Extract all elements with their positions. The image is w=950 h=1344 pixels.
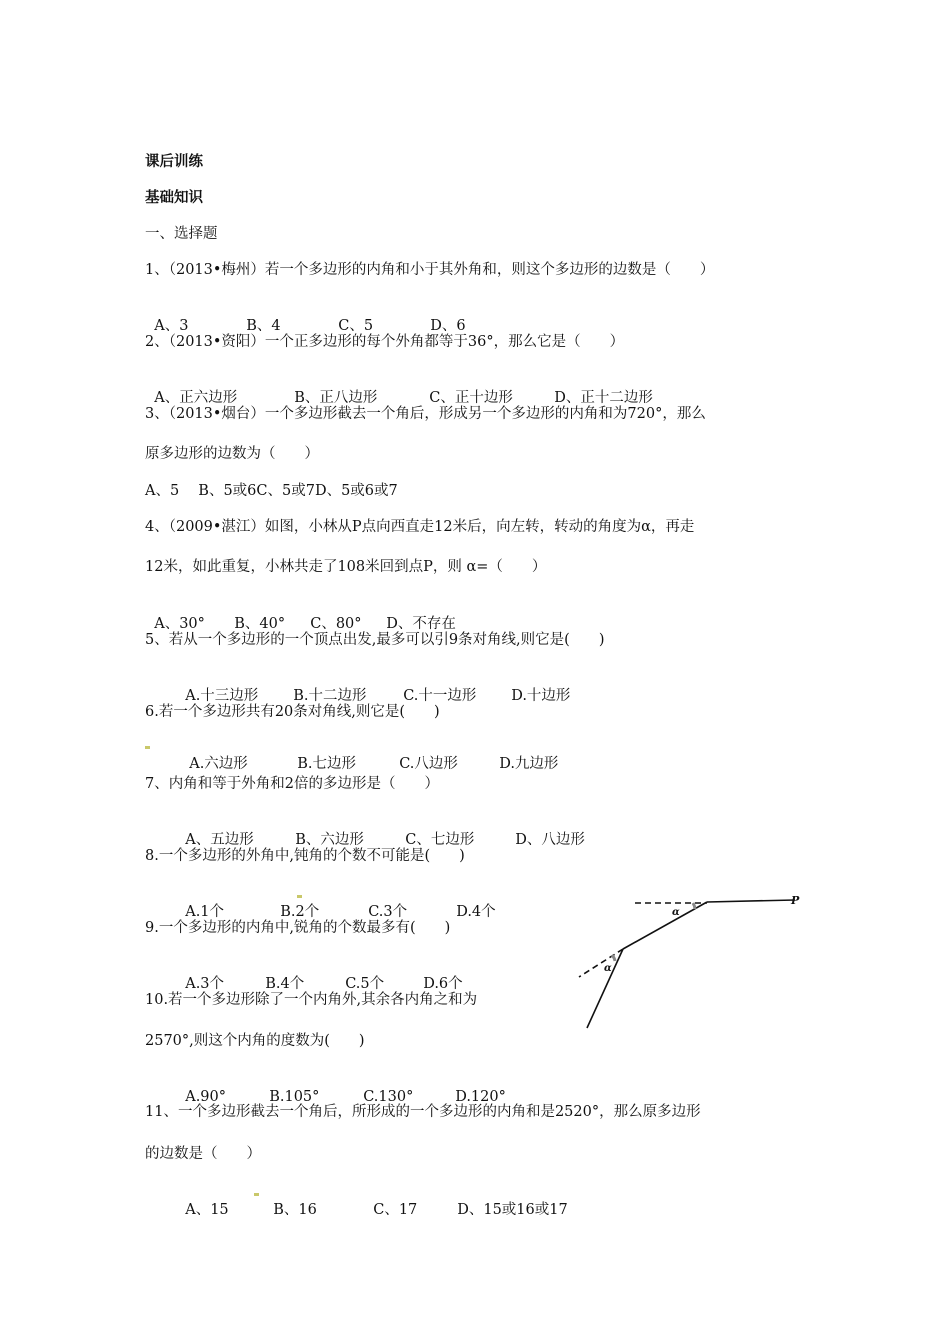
- question-5-stem: 5、若从一个多边形的一个顶点出发,最多可以引9条对角线,则它是( ): [145, 632, 605, 648]
- page-title: 课后训练: [145, 154, 203, 170]
- point-p-label: P: [791, 894, 800, 907]
- option-c: C、80°: [310, 616, 362, 632]
- option-a: A.90°: [185, 1089, 226, 1105]
- option-a: A、30°: [154, 616, 205, 632]
- question-9-options: [176, 954, 463, 994]
- option-a: A.六边形: [189, 756, 248, 772]
- question-4-stem-line1: 4、（2009•湛江）如图，小林从P点向西直走12米后，向左转，转动的角度为α，再走: [145, 519, 695, 535]
- option-b: B、4: [246, 318, 281, 334]
- mark-dot: [297, 895, 302, 898]
- option-c: C、正十边形: [429, 390, 513, 406]
- option-a: A、3: [154, 318, 189, 334]
- option-d: D.6个: [423, 976, 463, 992]
- option-b: B.105°: [269, 1089, 320, 1105]
- option-c: C.3个: [368, 904, 408, 920]
- question-6-stem: 6.若一个多边形共有20条对角线,则它是( ): [145, 704, 440, 720]
- angle-alpha-label-2: α: [604, 963, 612, 974]
- question-4-stem-line2: 12米，如此重复，小林共走了108米回到点P，则 α=（ ）: [145, 559, 547, 575]
- option-d: D.十边形: [511, 688, 571, 704]
- option-b: B.十二边形: [293, 688, 367, 704]
- option-d: D、不存在: [386, 616, 456, 632]
- option-c: C.八边形: [399, 756, 458, 772]
- question-10-stem-line2: 2570°,则这个内角的度数为( ): [145, 1033, 365, 1049]
- option-d: D.九边形: [499, 756, 559, 772]
- question-8-stem: 8.一个多边形的外角中,钝角的个数不可能是( ): [145, 848, 465, 864]
- question-1-stem: 1、（2013•梅州）若一个多边形的内角和小于其外角和，则这个多边形的边数是（ ）: [145, 262, 715, 278]
- angle-alpha-label-1: α: [672, 907, 680, 918]
- section-label: 一、选择题: [145, 226, 218, 242]
- question-9-stem: 9.一个多边形的内角中,锐角的个数最多有( ): [145, 920, 451, 936]
- option-d: D.120°: [455, 1089, 506, 1105]
- question-10-stem-line1: 10.若一个多边形除了一个内角外,其余各内角之和为: [145, 992, 478, 1008]
- question-11-stem-line1: 11、一个多边形截去一个角后，所形成的一个多边形的内角和是2520°，那么原多边形: [145, 1104, 701, 1120]
- option-a: A.十三边形: [185, 688, 259, 704]
- question-6-options: [180, 734, 558, 774]
- question-11-options: [176, 1180, 568, 1220]
- question-10-options: [176, 1067, 506, 1107]
- angle-arc-2: [612, 955, 615, 961]
- question-1-options: [145, 296, 466, 336]
- option-d: D、15或16或17: [457, 1202, 568, 1218]
- option-c: C.十一边形: [403, 688, 477, 704]
- option-b: B.4个: [265, 976, 305, 992]
- option-d: D、正十二边形: [554, 390, 653, 406]
- option-d: D.4个: [456, 904, 496, 920]
- option-b: B、16: [273, 1202, 317, 1218]
- option-c: C、5: [338, 318, 374, 334]
- question-5-options: [176, 666, 570, 706]
- question-2-options: [145, 368, 653, 408]
- option-b: B、正八边形: [294, 390, 378, 406]
- question-11-stem-line2: 的边数是（ ）: [145, 1146, 261, 1162]
- section-subtitle: 基础知识: [145, 190, 203, 206]
- path-segment-1: [707, 900, 795, 902]
- option-b: B.七边形: [297, 756, 356, 772]
- option-a: A.1个: [185, 904, 225, 920]
- option-a: A、正六边形: [154, 390, 238, 406]
- question-3-stem-line2: 原多边形的边数为（ ）: [145, 446, 319, 462]
- question-4-options: [145, 594, 456, 634]
- option-a: A、五边形: [185, 832, 254, 848]
- option-d: D、6: [430, 318, 466, 334]
- option-c: C.130°: [363, 1089, 414, 1105]
- option-a: A、15: [185, 1202, 229, 1218]
- option-c: C、17: [373, 1202, 418, 1218]
- option-a: A.3个: [185, 976, 225, 992]
- option-b: B.2个: [280, 904, 320, 920]
- option-d: D、八边形: [515, 832, 585, 848]
- option-b: B、40°: [234, 616, 286, 632]
- walking-path-figure: [575, 885, 815, 1035]
- question-7-options: [176, 810, 585, 850]
- question-7-stem: 7、内角和等于外角和2倍的多边形是（ ）: [145, 776, 439, 792]
- option-c: C、七边形: [405, 832, 475, 848]
- angle-arc-1: [693, 903, 695, 909]
- question-3-stem-line1: 3、（2013•烟台）一个多边形截去一个角后，形成另一个多边形的内角和为720°，那么: [145, 406, 706, 422]
- mark-dot: [254, 1193, 259, 1196]
- mark-dot: [145, 746, 150, 749]
- question-3-options: A、5 B、5或6C、5或7D、5或6或7: [145, 483, 398, 499]
- question-2-stem: 2、（2013•资阳）一个正多边形的每个外角都等于36°，那么它是（ ）: [145, 334, 625, 350]
- option-b: B、六边形: [295, 832, 364, 848]
- question-8-options: [176, 882, 496, 922]
- option-c: C.5个: [345, 976, 385, 992]
